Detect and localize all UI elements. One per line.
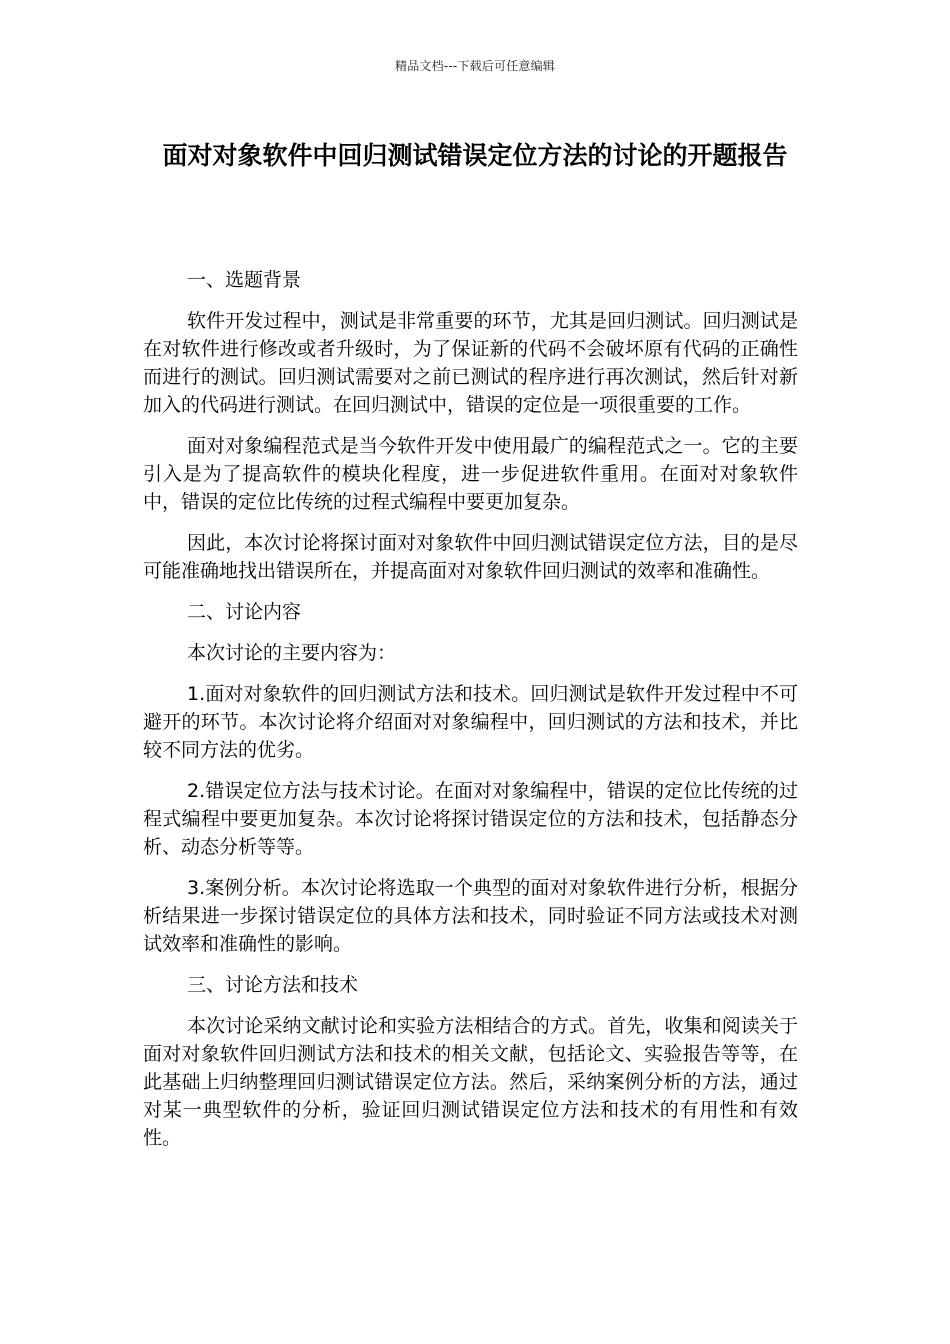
paragraph: 本次讨论的主要内容为： (187, 642, 397, 664)
document-title: 面对对象软件中回归测试错误定位方法的讨论的开题报告 (162, 141, 788, 170)
list-item: 2.错误定位方法与技术讨论。在面对对象编程中，错误的定位比传统的过程式编程中要更加复杂。本次讨论将探讨错误定位的方法和技术，包括静态分析、动态分析等等。 (143, 780, 798, 858)
section-heading-background: 一、选题背景 (187, 269, 302, 291)
paragraph: 本次讨论采纳文献讨论和实验方法相结合的方式。首先，收集和阅读关于面对对象软件回归测试方法和技术的相关文献，包括论文、实验报告等等，在此基础上归纳整理回归测试错误定位方法。然后，采纳案例分析的方法，通过对某一典型软件的分析，验证回归测试错误定位方法和技术的有用性和有效性。 (143, 1015, 798, 1149)
list-item: 1.面对对象软件的回归测试方法和技术。回归测试是软件开发过程中不可避开的环节。本次讨论将介绍面对对象编程中，回归测试的方法和技术，并比较不同方法的优劣。 (143, 683, 798, 761)
page-header-note: 精品文档---下载后可任意编辑 (395, 59, 555, 73)
paragraph: 软件开发过程中，测试是非常重要的环节，尤其是回归测试。回归测试是在对软件进行修改或者升级时，为了保证新的代码不会破坏原有代码的正确性而进行的测试。回归测试需要对之前已测试的程序进行再次测试，然后针对新加入的代码进行测试。在回归测试中，错误的定位是一项很重要的工作。 (143, 310, 798, 416)
section-heading-content: 二、讨论内容 (187, 601, 302, 623)
paragraph: 面对对象编程范式是当今软件开发中使用最广的编程范式之一。它的主要引入是为了提高软件的模块化程度，进一步促进软件重用。在面对对象软件中，错误的定位比传统的过程式编程中要更加复杂。 (143, 435, 798, 513)
list-item: 3.案例分析。本次讨论将选取一个典型的面对对象软件进行分析，根据分析结果进一步探讨错误定位的具体方法和技术，同时验证不同方法或技术对测试效率和准确性的影响。 (143, 877, 798, 955)
document-body (143, 266, 798, 1165)
section-heading-methods: 三、讨论方法和技术 (187, 974, 359, 996)
paragraph: 因此，本次讨论将探讨面对对象软件中回归测试错误定位方法，目的是尽可能准确地找出错误所在，并提高面对对象软件回归测试的效率和准确性。 (143, 532, 798, 582)
